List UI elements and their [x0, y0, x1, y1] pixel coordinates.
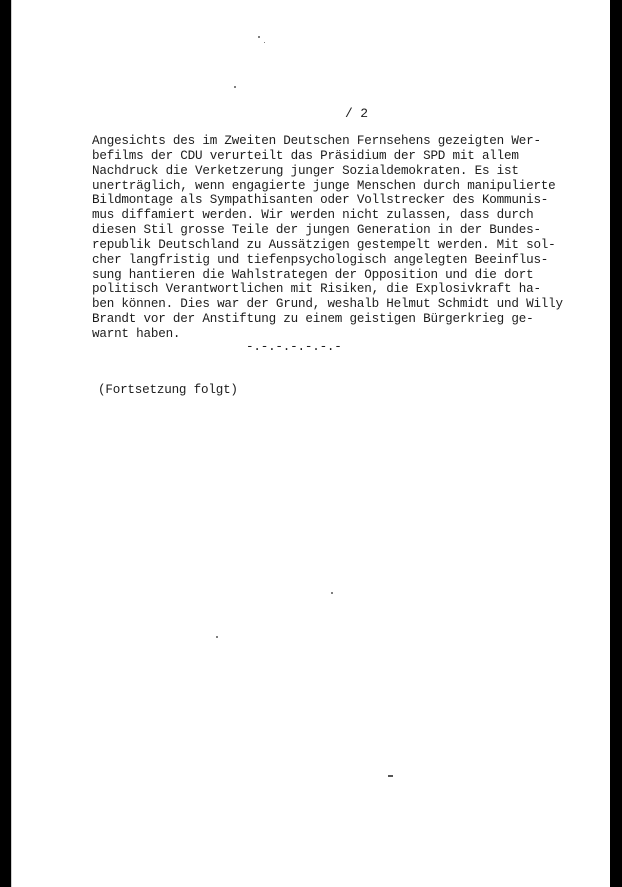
- text-line: befilms der CDU verurteilt das Präsidium der SPD mit allem: [92, 148, 519, 163]
- scan-speck: [388, 775, 393, 777]
- continuation-note: (Fortsetzung folgt): [98, 383, 238, 397]
- text-line: Nachdruck die Verketzerung junger Sozialdemokraten. Es ist: [92, 163, 519, 178]
- text-line: sung hantieren die Wahlstrategen der Opposition und die dort: [92, 267, 534, 282]
- text-line: Brandt vor der Anstiftung zu einem geistigen Bürgerkrieg ge-: [92, 312, 534, 327]
- scan-speck: [258, 36, 260, 38]
- scan-speck: [216, 636, 218, 638]
- text-line: cher langfristig und tiefenpsychologisch angelegten Beeinflus-: [92, 252, 549, 267]
- text-line: Angesichts des im Zweiten Deutschen Fernsehens gezeigten Wer-: [92, 134, 541, 148]
- scan-speck: [331, 592, 333, 594]
- text-line: republik Deutschland zu Aussätzigen gestempelt werden. Mit sol-: [92, 237, 556, 252]
- scan-speck: [264, 42, 265, 43]
- text-line: unerträglich, wenn engagierte junge Menschen durch manipulierte: [92, 178, 556, 193]
- text-line: warnt haben.: [92, 326, 181, 341]
- scan-speck: [234, 86, 236, 88]
- text-line: politisch Verantwortlichen mit Risiken, die Explosivkraft ha-: [92, 282, 541, 297]
- body-paragraph: [92, 134, 592, 342]
- text-line: mus diffamiert werden. Wir werden nicht zulassen, dass durch: [92, 208, 534, 223]
- text-line: Bildmontage als Sympathisanten oder Vollstrecker des Kommunis-: [92, 193, 549, 208]
- page-number: / 2: [345, 106, 368, 121]
- document-page: [11, 0, 610, 887]
- text-line: diesen Stil grosse Teile der jungen Generation in der Bundes-: [92, 223, 541, 238]
- section-separator: -.-.-.-.-.-.-: [246, 340, 342, 354]
- text-line: ben können. Dies war der Grund, weshalb Helmut Schmidt und Willy: [92, 297, 563, 312]
